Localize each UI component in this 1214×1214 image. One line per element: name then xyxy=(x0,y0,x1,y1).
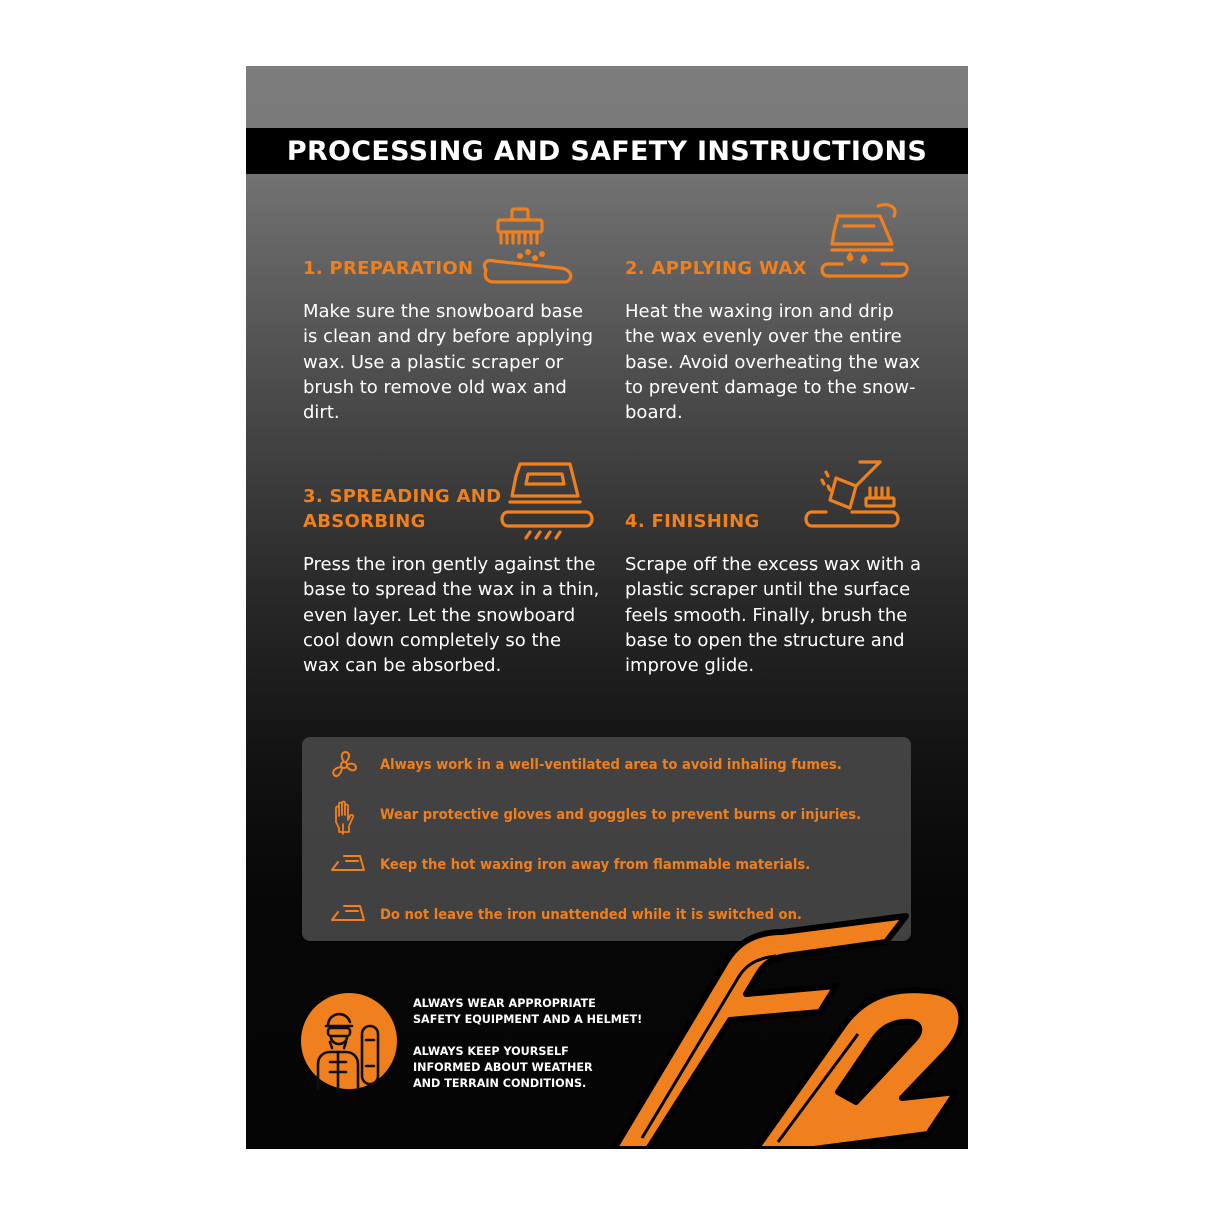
page-title: PROCESSING AND SAFETY INSTRUCTIONS xyxy=(286,135,928,167)
step-2-text: Heat the waxing iron and drip the wax evenly over the entire base. Avoid overheating the wax to prevent damage to the snow-board. xyxy=(625,301,921,424)
scraper-brush-icon xyxy=(804,456,902,538)
step-1-title: 1. PREPARATION xyxy=(303,258,474,279)
safety-text: Keep the hot waxing iron away from flammable materials. xyxy=(380,856,811,873)
step-4-text: Scrape off the excess wax with a plastic scraper until the surface feels smooth. Finally, brush the base to open the structure and improve glide. xyxy=(625,554,921,677)
step-1-text: Make sure the snowboard base is clean and dry before applying wax. Use a plastic scraper or brush to remove old wax and dirt. xyxy=(303,301,594,424)
ventilation-icon xyxy=(330,750,358,784)
safety-item xyxy=(302,746,911,786)
footer-line-3: ALWAYS KEEP YOURSELF xyxy=(413,1045,569,1058)
safety-text: Wear protective gloves and goggles to prevent burns or injuries. xyxy=(380,806,862,823)
iron-icon xyxy=(330,850,368,882)
safety-text: Do not leave the iron unattended while it is switched on. xyxy=(380,906,802,923)
snowboarder-helmet-icon xyxy=(300,992,398,1094)
footer-line-5: AND TERRAIN CONDITIONS. xyxy=(413,1077,587,1090)
step-3-text: Press the iron gently against the base to spread the wax in a thin, even layer. Let the snowboard cool down completely so the wax can be absorbed. xyxy=(303,554,600,677)
brush-board-icon xyxy=(480,206,576,288)
f2-logo xyxy=(606,902,968,1149)
footer-line-4: INFORMED ABOUT WEATHER xyxy=(413,1061,593,1074)
iron-spread-icon xyxy=(500,458,596,544)
step-2-title: 2. APPLYING WAX xyxy=(625,258,807,279)
footer-line-2: SAFETY EQUIPMENT AND A HELMET! xyxy=(413,1013,643,1026)
step-3-title-line2: ABSORBING xyxy=(303,511,426,532)
iron-icon xyxy=(330,900,368,932)
iron-drip-icon xyxy=(818,202,913,282)
step-3-title-line1: 3. SPREADING AND xyxy=(303,486,502,507)
safety-text: Always work in a well-ventilated area to avoid inhaling fumes. xyxy=(380,756,842,773)
title-bar xyxy=(246,128,968,174)
gloves-icon xyxy=(330,800,360,840)
footer-line-1: ALWAYS WEAR APPROPRIATE xyxy=(413,997,596,1010)
step-4-title: 4. FINISHING xyxy=(625,511,760,532)
safety-item xyxy=(302,796,911,836)
safety-item xyxy=(302,846,911,886)
instruction-card xyxy=(246,66,968,1149)
